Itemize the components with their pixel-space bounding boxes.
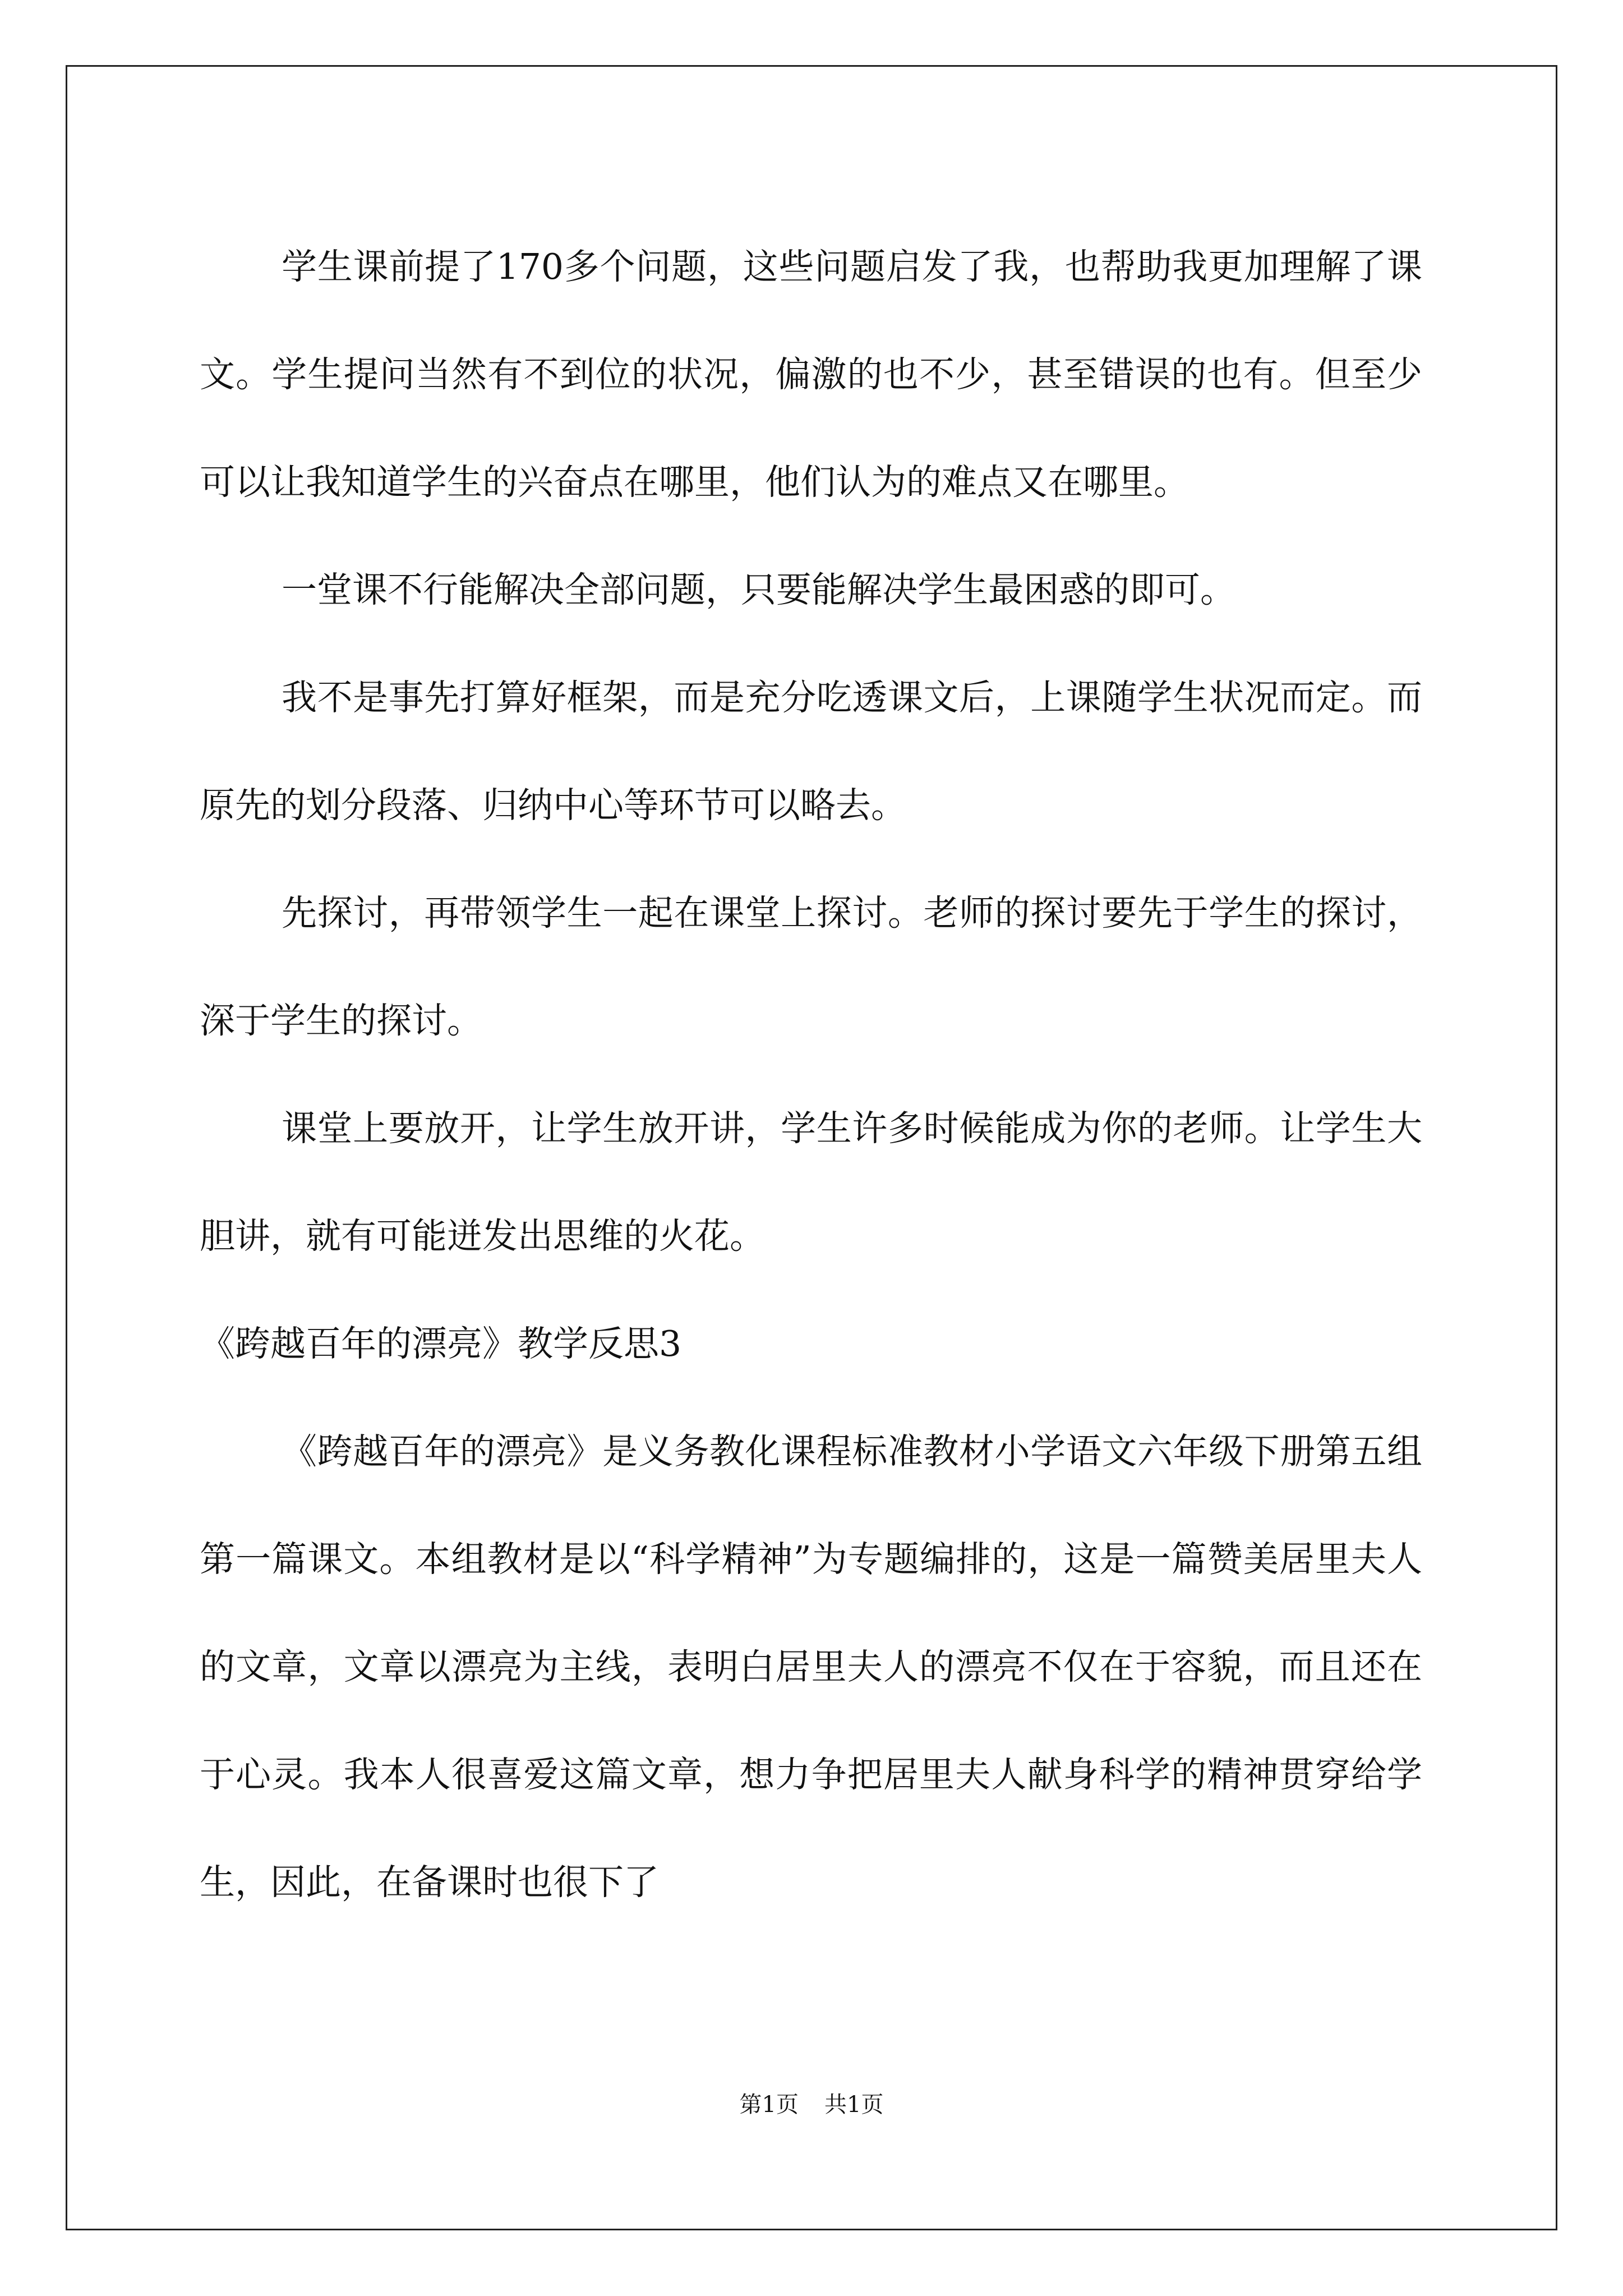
document-body	[200, 213, 1422, 1936]
page-footer	[0, 2088, 1623, 2122]
paragraph: 《跨越百年的漂亮》是义务教化课程标准教材小学语文六年级下册第五组第一篇课文。本组教材是以“科学精神”为专题编排的，这是一篇赞美居里夫人的文章，文章以漂亮为主线，表明白居里夫人的漂亮不仅在于容貌，而且还在于心灵。我本人很喜爱这篇文章，想力争把居里夫人献身科学的精神贯穿给学生，因此，在备课时也很下了	[200, 1431, 1422, 1903]
paragraph: 学生课前提了170多个问题，这些问题启发了我，也帮助我更加理解了课文。学生提问当然有不到位的状况，偏激的也不少，甚至错误的也有。但至少可以让我知道学生的兴奋点在哪里，他们认为的难点又在哪里。	[200, 246, 1422, 503]
page-total: 共1页	[824, 2092, 884, 2118]
page-number: 第1页	[739, 2092, 799, 2118]
paragraph: 课堂上要放开，让学生放开讲，学生许多时候能成为你的老师。让学生大胆讲，就有可能迸发出思维的火花。	[200, 1108, 1422, 1257]
section-heading: 《跨越百年的漂亮》教学反思3	[200, 1323, 682, 1364]
paragraph: 先探讨，再带领学生一起在课堂上探讨。老师的探讨要先于学生的探讨，深于学生的探讨。	[200, 892, 1422, 1041]
paragraph: 一堂课不行能解决全部问题，只要能解决学生最困惑的即可。	[282, 569, 1235, 610]
paragraph: 我不是事先打算好框架，而是充分吃透课文后，上课随学生状况而定。而原先的划分段落、归纳中心等环节可以略去。	[200, 677, 1422, 826]
